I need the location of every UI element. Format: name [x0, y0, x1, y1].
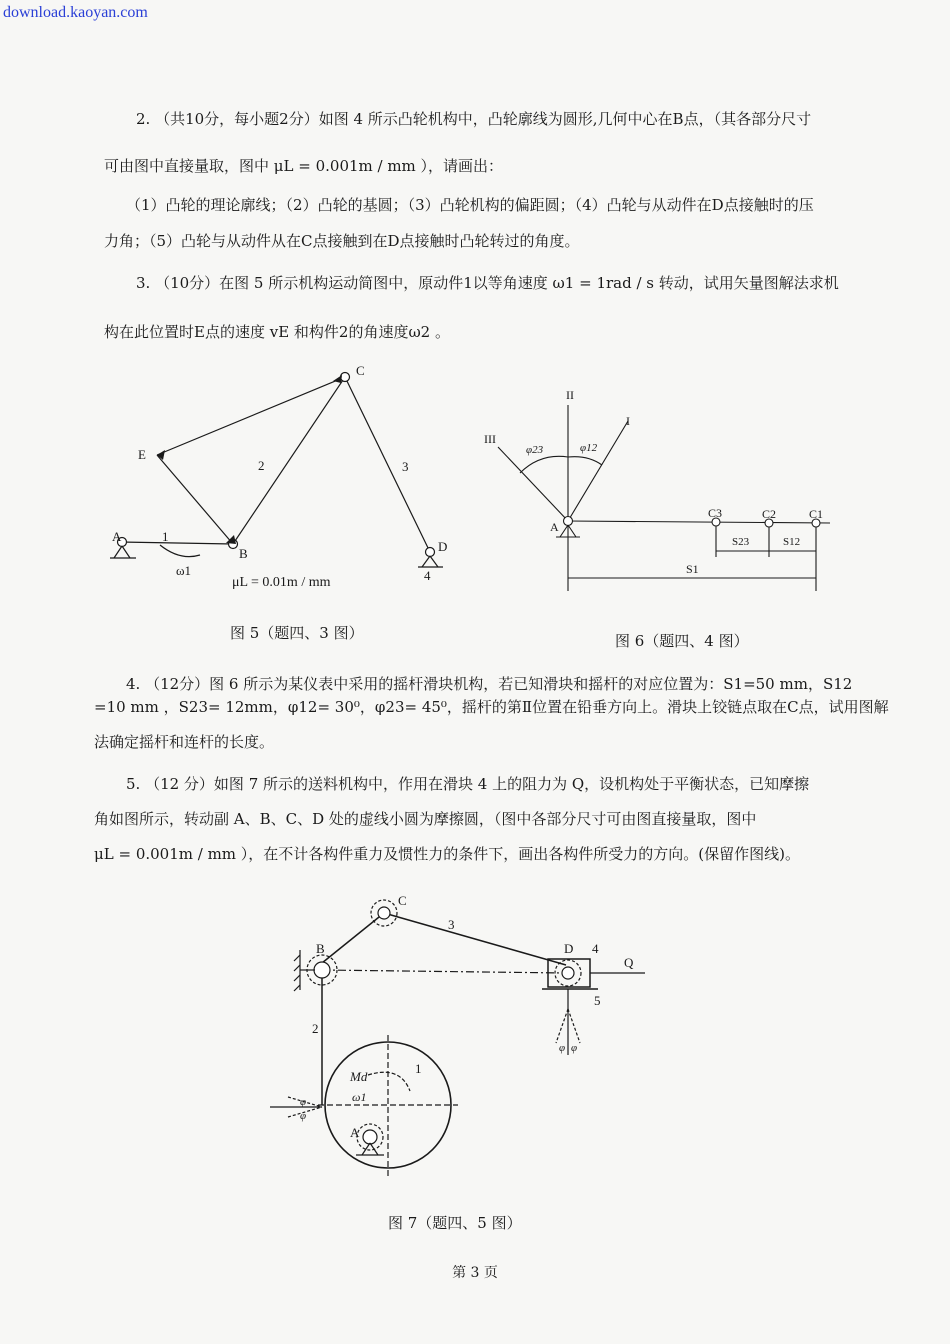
- label-phi-left: φ: [559, 1042, 566, 1054]
- label-c2: C2: [762, 507, 777, 521]
- q2-line-4: 力角；（5）凸轮与从动件从在C点接触到在D点接触时凸轮转过的角度。: [104, 232, 580, 250]
- label-d: D: [564, 941, 574, 956]
- label-omega1: ω1: [352, 1090, 367, 1104]
- label-4: 4: [592, 941, 599, 956]
- q4-line-1: 4. （12分）图 6 所示为某仪表中采用的摇杆滑块机构，若已知滑块和摇杆的对应位置为：S1=50 mm，S12: [126, 675, 853, 693]
- q2-line-1: 2. （共10分，每小题2分）如图 4 所示凸轮机构中，凸轮廓线为圆形,几何中心在B点，（其各部分尺寸: [136, 110, 812, 128]
- q5-line-3: μL = 0.001m / mm ），在不计各构件重力及惯性力的条件下，画出各构件所受力的方向。(保留作图线)。: [94, 845, 800, 863]
- label-link-4: 4: [424, 568, 431, 583]
- label-phi-a-top: φ: [300, 1096, 307, 1108]
- label-e: E: [138, 447, 146, 462]
- watermark-url[interactable]: download.kaoyan.com: [3, 4, 148, 21]
- q3-line-1: 3. （10分）在图 5 所示机构运动简图中，原动件1以等角速度 ω1 = 1rad / s 转动，试用矢量图解法求机: [136, 274, 839, 292]
- link-bc: [322, 913, 384, 963]
- label-scale: μL = 0.01m / mm: [232, 575, 331, 590]
- link-ec: [157, 377, 345, 455]
- link-1: [122, 542, 233, 544]
- figure-5-caption: 图 5（题四、3 图）: [230, 624, 364, 642]
- label-a: A: [350, 1125, 360, 1140]
- joint-d: [426, 548, 435, 557]
- rocker-position-3: [498, 447, 568, 521]
- label-iii: III: [484, 432, 496, 446]
- label-md: Md: [350, 1069, 368, 1084]
- label-link-1: 1: [162, 529, 169, 544]
- label-s23: S23: [732, 536, 750, 548]
- label-1: 1: [415, 1061, 422, 1076]
- label-b: B: [316, 941, 325, 956]
- q4-line-3: 法确定摇杆和连杆的长度。: [94, 733, 275, 751]
- link-3: [345, 377, 430, 552]
- figure-5-linkage: [100, 355, 470, 595]
- label-link-2: 2: [258, 458, 265, 473]
- rocker-position-1: [568, 421, 628, 521]
- label-c: C: [356, 363, 365, 378]
- label-phi-a-bottom: φ: [300, 1110, 307, 1122]
- label-phi-right: φ: [571, 1042, 578, 1054]
- q2-line-2: 可由图中直接量取，图中 μL = 0.001m / mm ），请画出：: [104, 157, 504, 175]
- label-3: 3: [448, 917, 455, 932]
- label-link-3: 3: [402, 459, 409, 474]
- label-c1: C1: [809, 507, 824, 521]
- q3-line-2: 构在此位置时E点的速度 vE 和构件2的角速度ω2 。: [104, 323, 450, 341]
- label-5: 5: [594, 993, 601, 1008]
- label-omega: ω1: [176, 563, 192, 578]
- label-s1: S1: [686, 562, 699, 576]
- slider-line: [568, 521, 830, 523]
- label-b: B: [239, 546, 248, 561]
- label-phi23: φ23: [526, 444, 544, 456]
- page-number: 第 3 页: [452, 1265, 498, 1281]
- label-s12: S12: [783, 536, 801, 548]
- cam-1: [325, 1042, 451, 1168]
- label-q: Q: [624, 955, 634, 970]
- label-d: D: [438, 539, 448, 554]
- label-a: A: [550, 520, 559, 534]
- link-3: [384, 913, 566, 965]
- label-c3: C3: [708, 506, 723, 520]
- label-c: C: [398, 893, 407, 908]
- figure-6-caption: 图 6（题四、4 图）: [615, 632, 749, 650]
- figure-7-feeding-mechanism: [260, 885, 660, 1195]
- label-ii: II: [566, 388, 574, 402]
- q4-line-2: =10 mm ，S23= 12mm，φ12= 30⁰，φ23= 45⁰，摇杆的第Ⅱ位置在铅垂方向上。滑块上铰链点取在C点，试用图解: [94, 698, 889, 716]
- q5-line-2: 角如图所示，转动副 A、B、C、D 处的虚线小圆为摩擦圆，（图中各部分尺寸可由图直接量取，图中: [94, 810, 757, 828]
- figure-7-caption: 图 7（题四、5 图）: [388, 1214, 522, 1232]
- q5-line-1: 5. （12 分）如图 7 所示的送料机构中，作用在滑块 4 上的阻力为 Q，设机构处于平衡状态，已知摩擦: [126, 775, 810, 793]
- label-i: I: [626, 414, 630, 428]
- joint-c: [341, 373, 350, 382]
- link-2-bc: [233, 377, 345, 544]
- figure-6-rocker-slider: [470, 385, 850, 600]
- label-a: A: [112, 529, 122, 544]
- label-2: 2: [312, 1021, 319, 1036]
- label-phi12: φ12: [580, 442, 598, 454]
- q2-line-3: （1）凸轮的理论廓线；（2）凸轮的基圆；（3）凸轮机构的偏距圆；（4）凸轮与从动件在D点接触时的压: [126, 196, 814, 214]
